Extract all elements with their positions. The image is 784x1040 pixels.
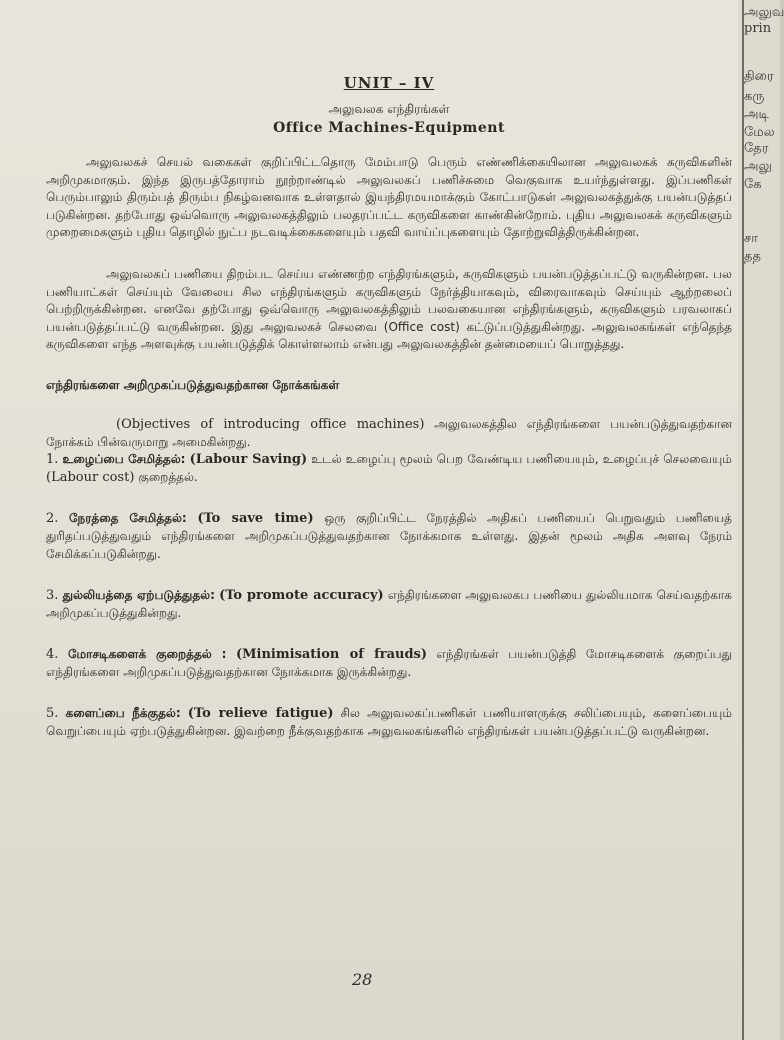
item-number: 4. [46,647,59,663]
edge-text: அடி [744,107,769,122]
intro-paragraph: அலுவலகச் செயல் வகைகள் குறிப்பிட்டதொரு மேம்பாடு பெரும் எண்ணிக்கையிலான அலுவலகக் கருவிகளின் அறிமுகமாகும். இந்த இருபத்தோராம் நூற்றாண்டில் அலுவலகப் பணிச்சுமை வெகுவாக உயர்ந்துள்ளது. இப்பணிகள் பெரும்பாலும் திரும்பத் திரும்ப நிகழ்வனவாக உள்ளதால் இயந்திரமயமாக்கும் கோட்பாடுகள் அலுவலகத்துக்கு பயன்படுத்தப் படுகின்றன. தற்போது ஒவ்வொரு அலுவலகத்திலும் பலதரப்பட்ட கருவிகளை காண்கின்றோம். புதிய அலுவலகக் கருவிகளும் முறைமைகளும் புதிய தொழில் நுட்ப நடவடிக்கைகளையும் பதவி வாய்ப்புகளையும் தோற்றுவித்திருக்கின்றன. [46,155,732,240]
edge-text: தேர [744,141,769,156]
item-number: 1. [46,452,59,468]
item-text-end: குறைத்தல். [134,469,198,484]
edge-text: தத [744,249,761,264]
objective-item-4 [46,646,732,681]
item-text: ஒரு குறிப்பிட்ட நேரத்தில் அதிகப் பணியைப் பெறுவதும் பணியைத் துரிதப்படுத்துவதும் எந்திரங்களை அறிமுகப்படுத்துவதற்கான நோக்கமாக உள்ளது. இதன் மூலம் அதிக அளவு நேரம் சேமிக்கப்படுகின்றது. [46,511,732,561]
item-title-tamil: மோசடிகளைக் குறைத்தல் : [67,647,227,662]
item-title-tamil: நேரத்தை சேமித்தல்: [69,511,187,526]
item-title-tamil: களைப்பை நீக்குதல்: [65,706,181,721]
subtitle-tamil: அலுவலக எந்திரங்கள் [328,102,450,116]
objectives-intro [46,416,732,451]
subtitle-english: Office Machines-Equipment [273,120,505,136]
item-number: 2. [46,511,59,527]
edge-text: அலுவ [744,5,784,20]
objectives-intro-english: (Objectives of introducing office machines) [116,416,425,432]
item-title-english: (To save time) [197,511,314,527]
item-title-english: (Minimisation of frauds) [236,647,428,663]
objective-item-5 [46,705,732,740]
item-title-english: (To relieve fatigue) [187,706,334,722]
edge-text: கரு [744,89,765,104]
edge-text: மேல [744,125,775,140]
edge-text: சா [744,231,758,246]
item-text-english: (Labour cost) [46,469,135,485]
item-title-tamil: துல்லியத்தை ஏற்படுத்துதல்: [62,588,215,603]
page-number: 28 [352,970,373,989]
objective-item-2 [46,510,732,563]
machines-paragraph: அலுவலகப் பணியை திறம்பட செய்ய எண்ணற்ற எந்திரங்களும், கருவிகளும் பயன்படுத்தப்பட்டு வருகின்றன. பல பணியாட்கள் செய்யும் வேலைய சில எந்திரங்களும் கருவிகளும் நேர்த்தியாகவும், விரைவாகவும் செய்யும் ஆற்றலைப் பெற்றிருக்கின்றன. எனவே தற்போது ஒவ்வொரு அலுவலகத்திலும் பலவகையான எந்திரங்களும், கருவிகளும் பரவலாகப் பயன்படுத்தப்பட்டு வருகின்றன. இது அலுவலகச் செலவை (Office cost) கட்டுப்படுத்துகின்றது. அலுவலகங்கள் எந்தெந்த கருவிகளை எந்த அளவுக்கு பயன்படுத்திக் கொள்ளலாம் என்பது அலுவலகத்தின் தன்மையைப் பொறுத்தது. [46,266,732,352]
edge-text: prin [744,21,772,36]
unit-title: UNIT – IV [343,74,435,92]
objectives-heading: எந்திரங்களை அறிமுகப்படுத்துவதற்கான நோக்கங்கள் [46,377,340,392]
adjacent-page-edge [738,0,784,1040]
objective-item-1 [46,451,732,486]
edge-text: கே [744,177,762,192]
edge-text: அலு [744,159,772,174]
objective-item-3 [46,587,732,622]
item-number: 5. [46,706,59,722]
objectives-intro-tamil: அலுவலகத்தில எந்திரங்களை பயன்படுத்துவதற்கான நோக்கம் பின்வருமாறு அமைகின்றது. [46,416,732,449]
item-text: சில அலுவலகப்பணிகள் பணியாளருக்கு சலிப்பையும், களைப்பையும் வெறுப்பையும் ஏற்படுத்துகின்றன. இவற்றை நீக்குவதற்காக அலுவலகங்களில் எந்திரங்கள் பயன்படுத்தப்பட்டு வருகின்றன. [46,706,732,739]
item-title-english: (To promote accuracy) [219,588,384,604]
edge-text: திரை [744,69,774,84]
item-number: 3. [46,588,59,604]
item-text: எந்திரங்களை அலுவலகப பணியை துல்லியமாக செய்வதற்காக அறிமுகப்படுத்துகின்றது. [46,588,732,620]
page-fold-line [742,0,744,1040]
item-title-english: (Labour Saving) [189,452,308,468]
item-title-tamil: உழைப்பை சேமித்தல்: [62,452,186,467]
item-text: உடல் உழைப்பு மூலம் பெற வேண்டிய பணியையும், உழைப்புச் செலவையும் [307,452,732,467]
item-text: எந்திரங்கள் பயன்படுத்தி மோசடிகளைக் குறைப்பது எந்திரங்களை அறிமுகப்படுத்துவதற்கான நோக்கமாக இருக்கின்றது. [46,647,732,679]
page-content [46,74,732,741]
